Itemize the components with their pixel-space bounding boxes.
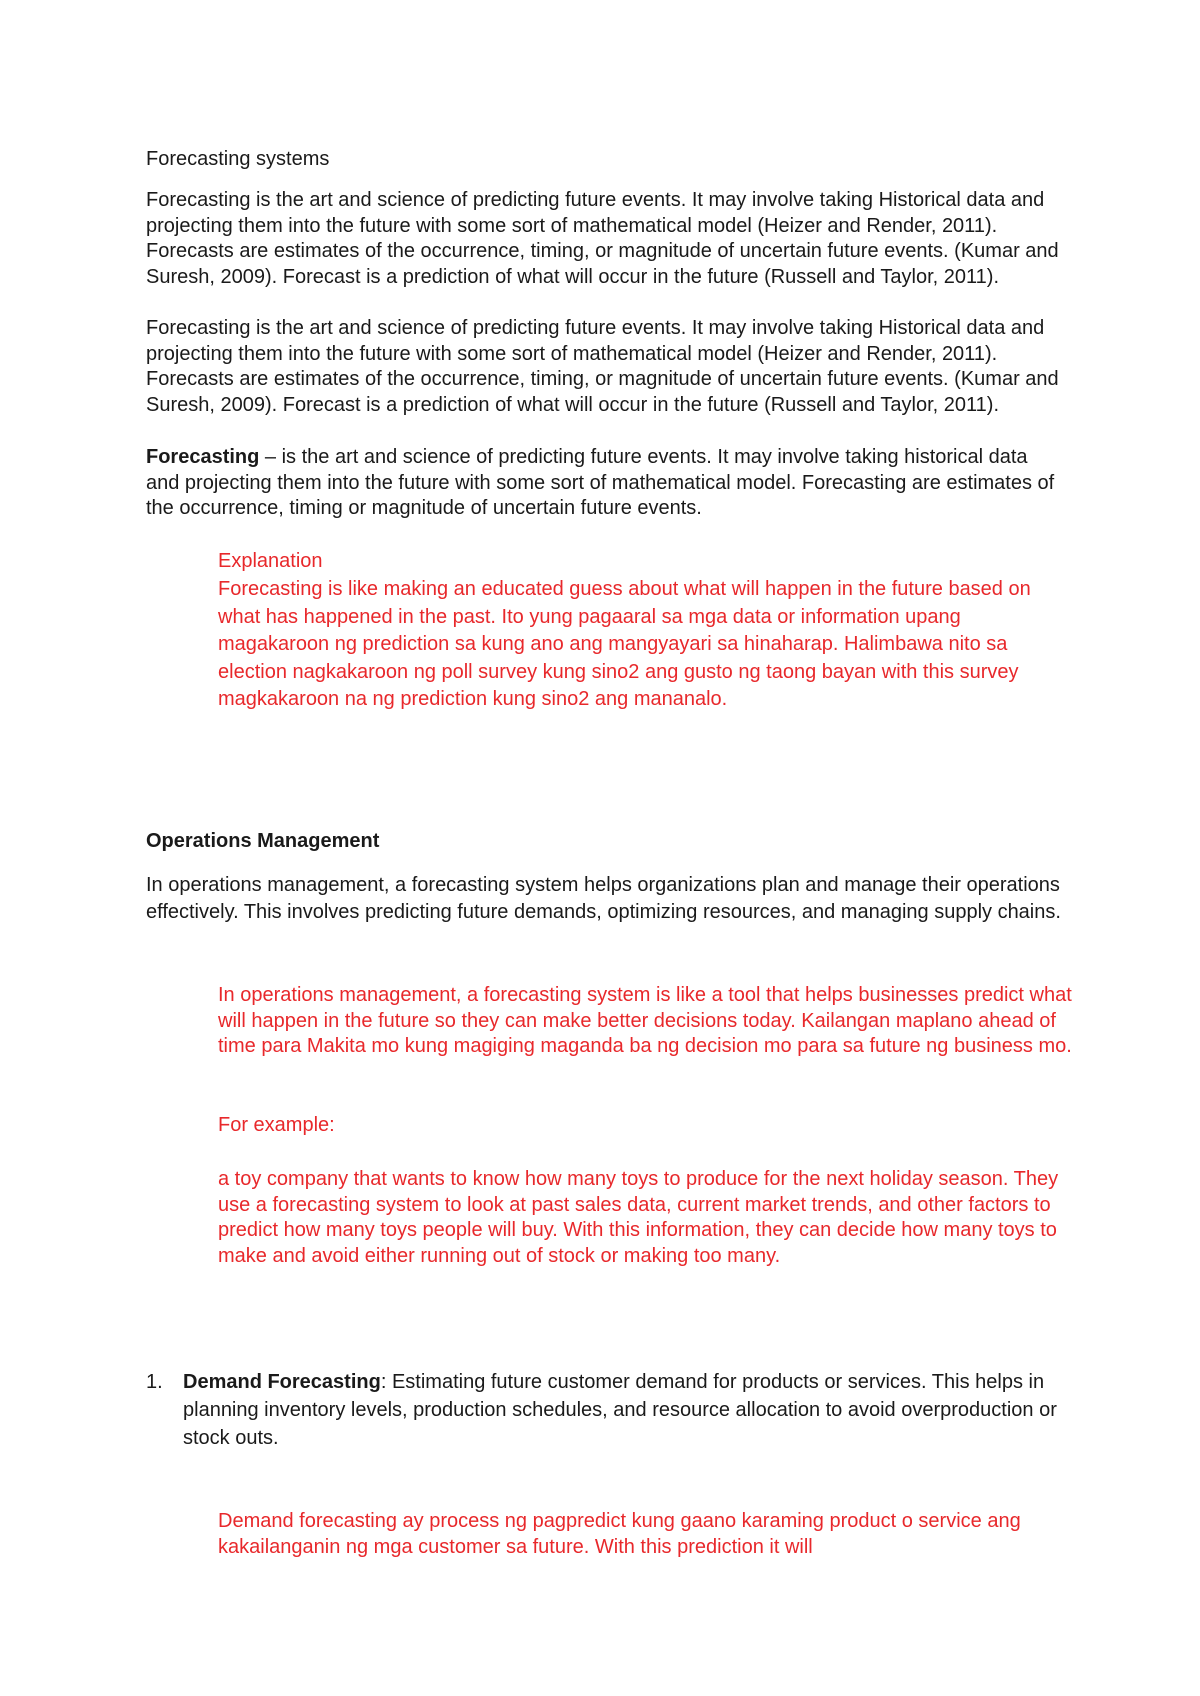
list-item-body (183, 1368, 1073, 1452)
example-text: a toy company that wants to know how many toys to produce for the next holiday season. They use a forecasting system to look at past sales data, current market trends, and other factors to predict how many toys people will buy. With this information, they can decide how many toys to make and avoid either running out of stock or making too many. (218, 1168, 1059, 1267)
document-title: Forecasting systems (146, 148, 330, 170)
ops-explanation: In operations management, a forecasting system is like a tool that helps businesses predict what will happen in the future so they can make better decisions today. Kailangan maplano ahead of time para Makita mo kung magiging maganda ba ng decision mo para sa future ng business mo. (218, 984, 1072, 1058)
ops-paragraph: In operations management, a forecasting system helps organizations plan and manage their operations effectively. This involves predicting future demands, optimizing resources, and managing supply chains. (146, 874, 1061, 923)
term-definition-paragraph (146, 445, 1066, 522)
ops-heading: Operations Management (146, 830, 380, 852)
explanation-text: Forecasting is like making an educated guess about what will happen in the future based on what has happened in the past. Ito yung pagaaral sa mga data or information upang magakaroon ng prediction sa kung ano ang mangyayari sa hinaharap. Halimbawa nito sa election nagkakaroon ng poll survey kung sino2 ang gusto ng taong bayan with this survey magkakaroon na ng prediction kung sino2 ang mananalo. (218, 578, 1031, 711)
list-item-number: 1. (146, 1371, 163, 1393)
example-label: For example: (218, 1114, 335, 1136)
definition-repeat-paragraph: Forecasting is the art and science of predicting future events. It may involve taking Historical data and projecting them into the future with some sort of mathematical model (Heizer and Render, 2011). Forecasts are estimates of the occurrence, timing, or magnitude of uncertain future events. (Kumar and Suresh, 2009). Forecast is a prediction of what will occur in the future (Russell and Taylor, 2011). (146, 317, 1059, 416)
list-item-term: Demand Forecasting (183, 1371, 381, 1393)
list-item-text: : Estimating future customer demand for products or services. This helps in planning inventory levels, production schedules, and resource allocation to avoid overproduction or stock outs. (183, 1371, 1057, 1449)
explanation-heading: Explanation (218, 550, 323, 572)
term-definition-text: – is the art and science of predicting future events. It may involve taking historical data and projecting them into the future with some sort of mathematical model. Forecasting are estimates of the occurrence, timing or magnitude of uncertain future events. (146, 446, 1055, 520)
term-label: Forecasting (146, 446, 260, 468)
demand-explanation: Demand forecasting ay process ng pagpredict kung gaano karaming product o service ang kakailanganin ng mga customer sa future. With this prediction it will (218, 1510, 1021, 1558)
definition-paragraph: Forecasting is the art and science of predicting future events. It may involve taking Historical data and projecting them into the future with some sort of mathematical model (Heizer and Render, 2011). Forecasts are estimates of the occurrence, timing, or magnitude of uncertain future events. (Kumar and Suresh, 2009). Forecast is a prediction of what will occur in the future (Russell and Taylor, 2011). (146, 189, 1059, 288)
